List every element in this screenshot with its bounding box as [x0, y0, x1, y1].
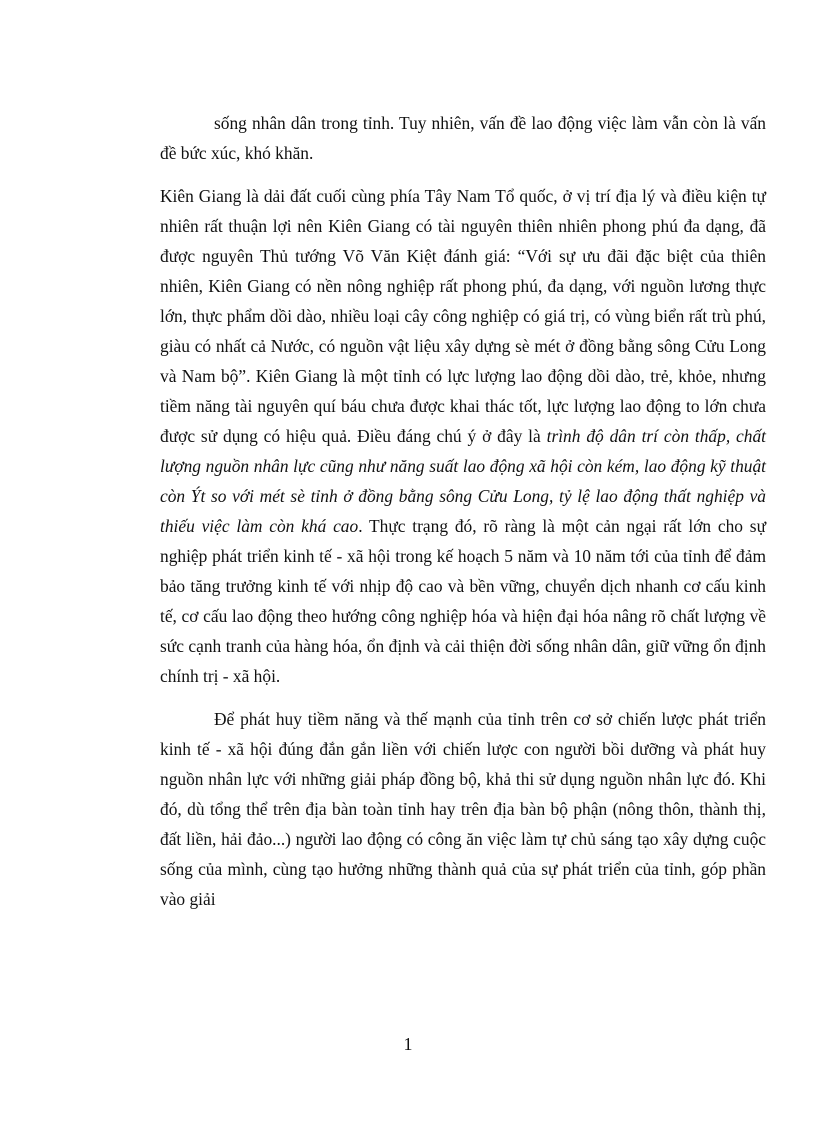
paragraph-2-text-end: . Thực trạng đó, rõ ràng là một cản ngại rất lớn cho sự nghiệp phát triển kinh tế - xã hội trong kế hoạch 5 năm và 10 năm tới của tỉnh để đảm bảo tăng trưởng kinh tế với nhịp độ cao và bền vững, chuyển dịch nhanh cơ cấu kinh tế, cơ cấu lao động theo hướng công nghiệp hóa và hiện đại hóa nâng rõ chất lượng về sức cạnh tranh của hàng hóa, ổn định và cải thiện đời sống nhân dân, giữ vững ổn định chính trị - xã hội. — [160, 516, 766, 686]
page-number: 1 — [403, 1034, 413, 1054]
paragraph-3-text: Để phát huy tiềm năng và thế mạnh của tỉnh trên cơ sở chiến lược phát triển kinh tế - xã hội đúng đắn gắn liền với chiến lược con người bồi dưỡng và phát huy nguồn nhân lực với những giải pháp đồng bộ, khả thi sử dụng nguồn nhân lực đó. Khi đó, dù tổng thể trên địa bàn toàn tỉnh hay trên địa bàn bộ phận (nông thôn, thành thị, đất liền, hải đảo...) người lao động có công ăn việc làm tự chủ sáng tạo xây dựng cuộc sống của mình, cùng tạo hưởng những thành quả của sự phát triển của tỉnh, góp phần vào giải — [160, 709, 766, 909]
paragraph-2 — [160, 181, 766, 691]
body-text — [160, 108, 766, 927]
paragraph-2-text: Kiên Giang là dải đất cuối cùng phía Tây Nam Tổ quốc, ở vị trí địa lý và điều kiện tự nhiên rất thuận lợi nên Kiên Giang có tài nguyên thiên nhiên phong phú đa dạng, đã được nguyên Thủ tướng Võ Văn Kiệt đánh giá: “Với sự ưu đãi đặc biệt của thiên nhiên, Kiên Giang có nền nông nghiệp rất phong phú, đa dạng, với nguồn lương thực lớn, thực phẩm dồi dào, nhiều loại cây công nghiệp có giá trị, có vùng biển rất trù phú, giàu có nhất cả Nước, có nguồn vật liệu xây dựng sè mét ở đồng bằng sông Cửu Long và Nam bộ”. Kiên Giang là một tỉnh có lực lượng lao động dồi dào, trẻ, khỏe, nhưng tiềm năng tài nguyên quí báu chưa được khai thác tốt, lực lượng lao động to lớn chưa được sử dụng có hiệu quả. Điều đáng chú ý ở đây là — [160, 186, 766, 446]
paragraph-2-italic-text: trình độ dân trí còn thấp, chất lượng nguồn nhân lực cũng như năng suất lao động xã hội còn kém, lao động kỹ thuật còn Ýt so với mét sè tỉnh ở đồng bằng sông Cửu Long, tỷ lệ lao động thất nghiệp và thiếu việc làm còn khá cao — [160, 426, 766, 536]
paragraph-1-text: sống nhân dân trong tỉnh. Tuy nhiên, vấn đề lao động việc làm vẫn còn là vấn đề bức xúc, khó khăn. — [160, 113, 766, 163]
paragraph-3 — [160, 704, 766, 914]
paragraph-1 — [160, 108, 766, 168]
